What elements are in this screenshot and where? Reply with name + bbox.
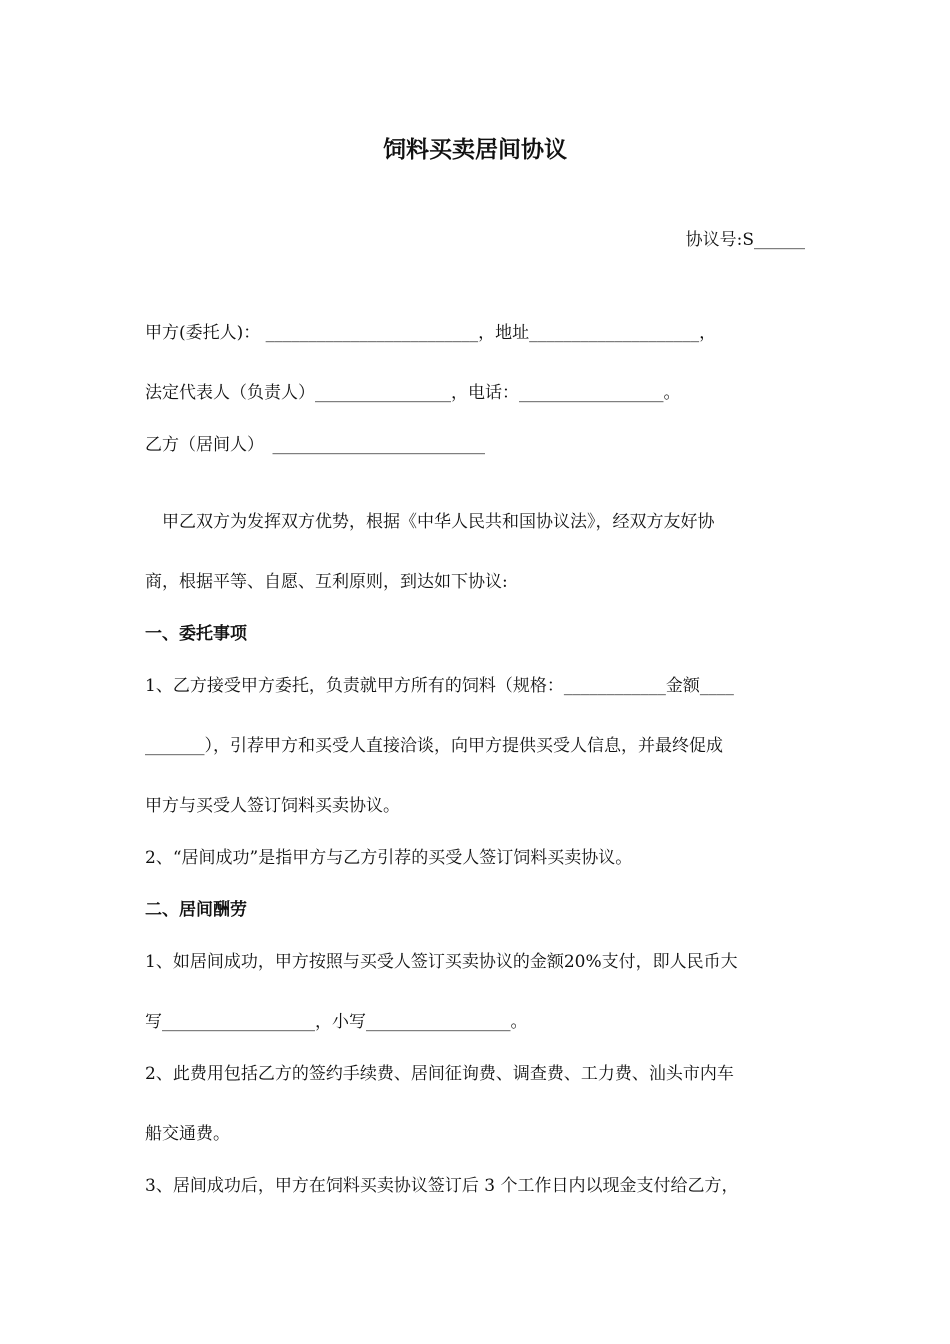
section-2-item-2-line-2: 船交通费。 — [145, 1124, 230, 1144]
document-title: 饲料买卖居间协议 — [383, 137, 567, 163]
section-2-heading: 二、居间酬劳 — [145, 900, 247, 920]
agreement-number: 协议号:S______ — [685, 230, 805, 250]
section-1-item-1-line-3: 甲方与买受人签订饲料买卖协议。 — [145, 796, 400, 816]
section-2-item-1-line-2: 写__________________，小写_________________。 — [145, 1012, 528, 1032]
section-1-item-1-line-2: _______），引荐甲方和买受人直接洽谈，向甲方提供买受人信息，并最终促成 — [145, 736, 723, 756]
intro-line-2: 商，根据平等、自愿、互利原则，到达如下协议: — [145, 572, 508, 592]
section-1-item-2: 2、“居间成功”是指甲方与乙方引荐的买受人签订饲料买卖协议。 — [145, 848, 633, 868]
section-1-item-1-line-1: 1、乙方接受甲方委托，负责就甲方所有的饲料（规格：____________金额____ — [145, 676, 734, 696]
legal-representative-line: 法定代表人（负责人）________________，电话：_________________。 — [145, 383, 681, 403]
section-2-item-3-line-1: 3、居间成功后，甲方在饲料买卖协议签订后 3 个工作日内以现金支付给乙方， — [145, 1176, 739, 1196]
intro-line-1: 甲乙双方为发挥双方优势，根据《中华人民共和国协议法》，经双方友好协 — [145, 512, 715, 532]
party-a-line: 甲方(委托人)： _________________________，地址____________________， — [145, 323, 717, 343]
section-2-item-2-line-1: 2、此费用包括乙方的签约手续费、居间征询费、调查费、工力费、汕头市内车 — [145, 1064, 734, 1084]
section-1-heading: 一、委托事项 — [145, 624, 247, 644]
party-b-line: 乙方（居间人） _________________________ — [145, 435, 485, 455]
section-2-item-1-line-1: 1、如居间成功，甲方按照与买受人签订买卖协议的金额20%支付，即人民币大 — [145, 952, 738, 972]
